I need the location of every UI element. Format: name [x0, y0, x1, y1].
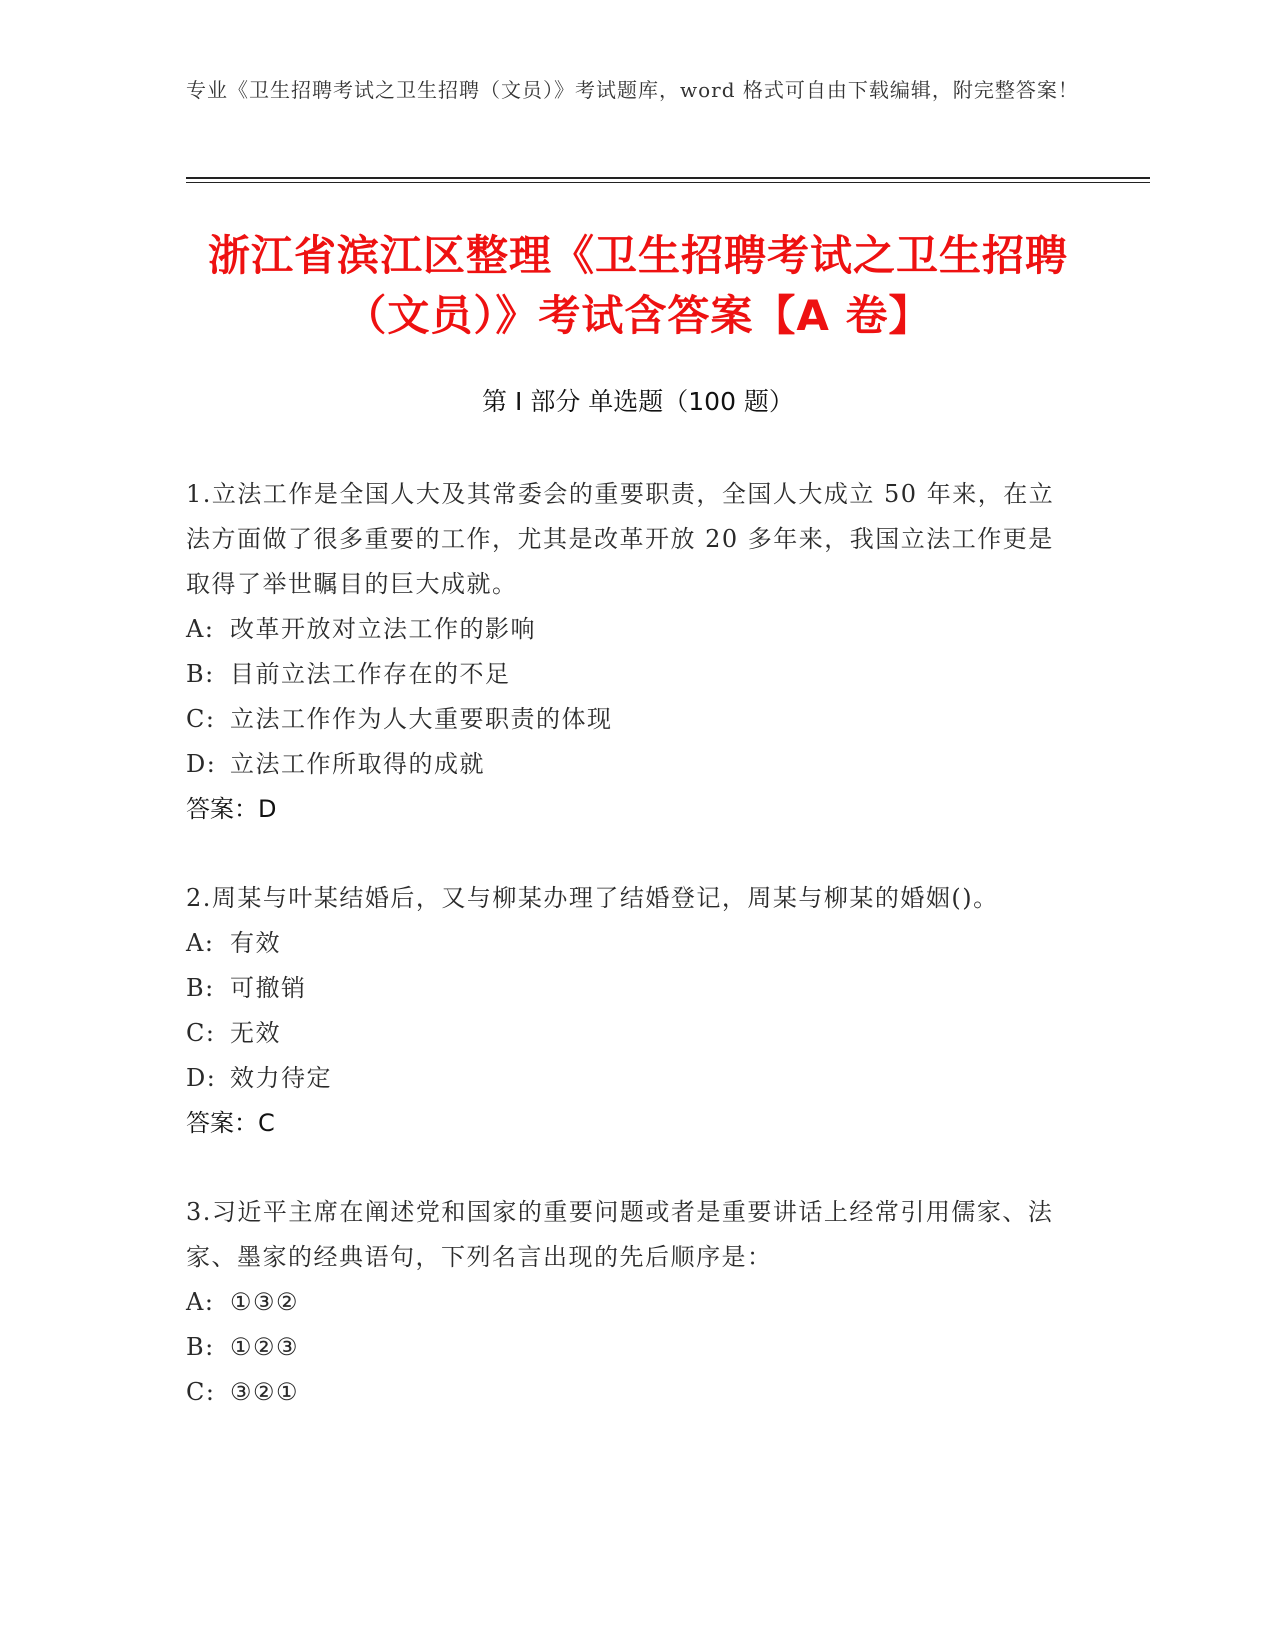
option-text: 目前立法工作存在的不足: [230, 660, 511, 688]
option-text: 无效: [230, 1019, 281, 1047]
option-d: [186, 1056, 1066, 1101]
answer-line: 答案：C: [186, 1109, 275, 1137]
option-text: 改革开放对立法工作的影响: [230, 615, 536, 643]
option-a: [186, 607, 1066, 652]
question-3: [186, 1190, 1066, 1415]
option-b: [186, 1325, 1066, 1370]
option-a: [186, 921, 1066, 966]
option-key: D:: [186, 1064, 217, 1092]
option-c: [186, 697, 1066, 742]
answer-line: 答案：D: [186, 795, 277, 823]
option-b: [186, 966, 1066, 1011]
option-key: A:: [186, 1288, 215, 1316]
option-text: 立法工作所取得的成就: [230, 750, 485, 778]
option-text: ①③②: [230, 1288, 300, 1316]
option-key: B:: [186, 1333, 215, 1361]
header-divider-thin: [186, 182, 1150, 183]
option-text: 有效: [230, 929, 281, 957]
option-key: A:: [186, 929, 215, 957]
section-title: 第 I 部分 单选题（100 题）: [482, 387, 794, 416]
question-list: [186, 472, 1066, 1459]
option-d: [186, 742, 1066, 787]
option-c: [186, 1011, 1066, 1056]
option-text: 立法工作作为人大重要职责的体现: [230, 705, 613, 733]
question-stem: 1.立法工作是全国人大及其常委会的重要职责，全国人大成立 50 年来，在立法方面做了很多重要的工作，尤其是改革开放 20 多年来，我国立法工作更是取得了举世瞩目的巨大成就。: [186, 480, 1055, 598]
option-text: 可撤销: [230, 974, 307, 1002]
option-b: [186, 652, 1066, 697]
header-note: 专业《卫生招聘考试之卫生招聘（文员）》考试题库，word 格式可自由下载编辑，附完整答案！: [186, 78, 1079, 102]
question-1: [186, 472, 1066, 832]
option-key: B:: [186, 660, 215, 688]
header-divider-thick: [186, 177, 1150, 179]
option-key: B:: [186, 974, 215, 1002]
question-stem: 2.周某与叶某结婚后，又与柳某办理了结婚登记，周某与柳某的婚姻()。: [186, 884, 999, 912]
option-key: C:: [186, 705, 216, 733]
option-a: [186, 1280, 1066, 1325]
question-2: [186, 876, 1066, 1146]
option-c: [186, 1370, 1066, 1415]
option-text: ①②③: [230, 1333, 300, 1361]
question-stem: 3.习近平主席在阐述党和国家的重要问题或者是重要讲话上经常引用儒家、法家、墨家的经典语句，下列名言出现的先后顺序是：: [186, 1198, 1054, 1271]
option-key: D:: [186, 750, 217, 778]
option-key: A:: [186, 615, 215, 643]
document-title: 浙江省滨江区整理《卫生招聘考试之卫生招聘（文员）》考试含答案【A 卷】: [207, 231, 1068, 340]
option-text: 效力待定: [230, 1064, 332, 1092]
option-key: C:: [186, 1378, 216, 1406]
option-key: C:: [186, 1019, 216, 1047]
option-text: ③②①: [230, 1378, 300, 1406]
